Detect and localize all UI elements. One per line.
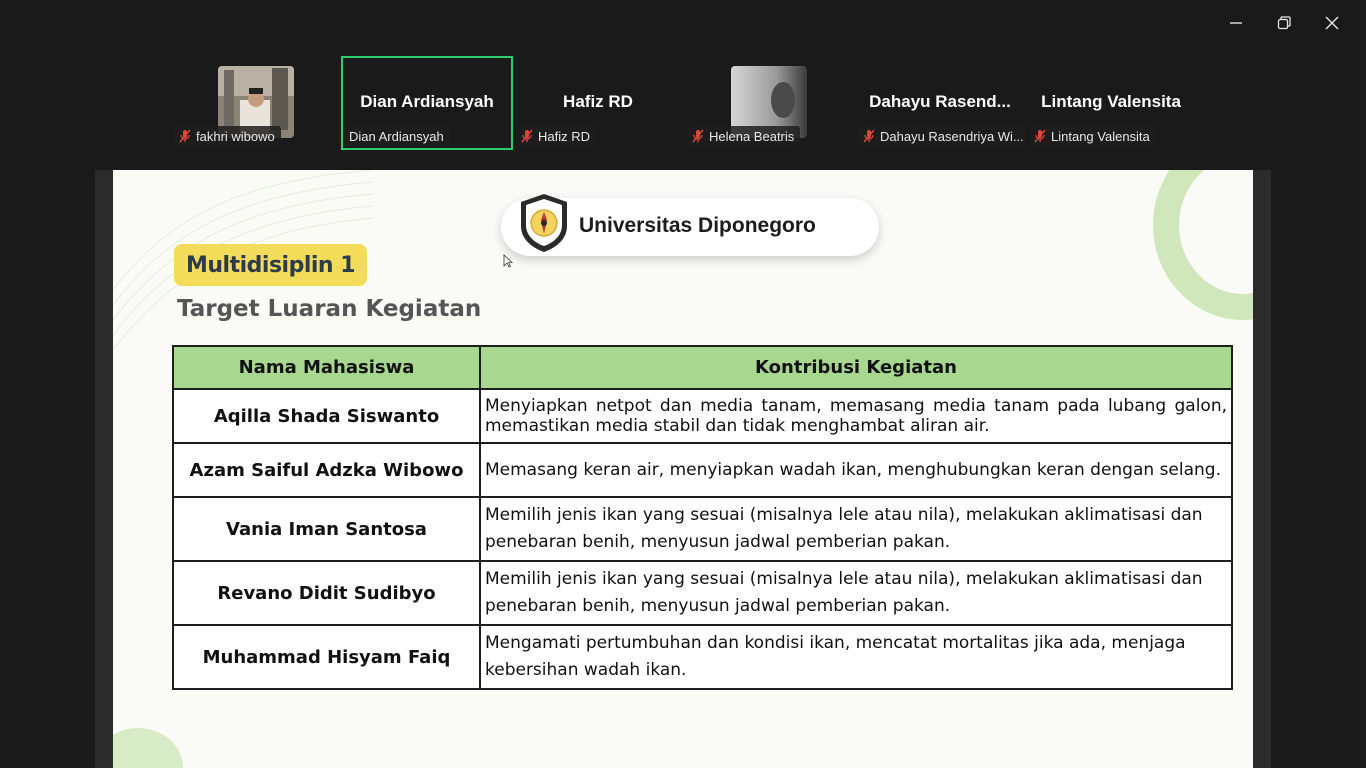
participant-tile-active[interactable]: [341, 56, 513, 150]
participant-name: Dahayu Rasendriya Wi...: [880, 128, 1024, 144]
participant-tile[interactable]: [854, 56, 1026, 150]
decorative-ring: [1153, 170, 1253, 320]
decorative-blob: [113, 728, 183, 768]
student-contribution: Memilih jenis ikan yang sesuai (misalnya lele atau nila), melakukan aklimatisasi dan penebaran benih, menyusun jadwal pemberian pakan.: [480, 497, 1232, 561]
student-contribution: Menyiapkan netpot dan media tanam, memasang media tanam pada lubang galon, memastikan media stabil dan tidak menghambat aliran air.: [480, 389, 1232, 443]
participant-display-name: Lintang Valensita: [1041, 92, 1181, 111]
mouse-cursor-icon: [503, 254, 513, 268]
participant-name-tag: [858, 126, 1026, 146]
table-row: [173, 625, 1232, 689]
university-name: Universitas Diponegoro: [579, 214, 816, 237]
column-header-contribution: Kontribusi Kegiatan: [480, 346, 1232, 389]
slide-tag: Multidisiplin 1: [174, 244, 367, 286]
student-name: Muhammad Hisyam Faiq: [173, 625, 480, 689]
student-contribution: Memilih jenis ikan yang sesuai (misalnya lele atau nila), melakukan aklimatisasi dan penebaran benih, menyusun jadwal pemberian pakan.: [480, 561, 1232, 625]
student-contribution: Memasang keran air, menyiapkan wadah ikan, menghubungkan keran dengan selang.: [480, 443, 1232, 497]
table-row: [173, 561, 1232, 625]
university-seal-icon: [517, 192, 571, 254]
participant-name-tag: [687, 126, 800, 146]
table-row: [173, 389, 1232, 443]
slide-title: Target Luaran Kegiatan: [177, 296, 482, 322]
contribution-table: [172, 345, 1233, 690]
student-name: Azam Saiful Adzka Wibowo: [173, 443, 480, 497]
participant-display-name: Hafiz RD: [563, 92, 633, 111]
table-header-row: [173, 346, 1232, 389]
table-row: [173, 443, 1232, 497]
participant-tile[interactable]: [683, 56, 855, 150]
table-row: [173, 497, 1232, 561]
participant-name: Helena Beatris: [709, 128, 795, 144]
participant-tile[interactable]: [512, 56, 684, 150]
screen-share-area: [95, 170, 1271, 768]
participant-name: Lintang Valensita: [1051, 128, 1150, 144]
column-header-name: Nama Mahasiswa: [173, 346, 480, 389]
participant-name-tag: [516, 126, 596, 146]
participant-display-name: Dian Ardiansyah: [360, 92, 494, 111]
window-controls: [1212, 8, 1356, 38]
participant-tile[interactable]: [170, 56, 342, 150]
close-icon[interactable]: [1308, 8, 1356, 38]
mic-off-icon: [178, 129, 192, 143]
university-badge: [501, 198, 879, 256]
mic-off-icon: [862, 129, 876, 143]
mic-off-icon: [691, 129, 705, 143]
student-name: Aqilla Shada Siswanto: [173, 389, 480, 443]
participant-name-tag: [1029, 126, 1156, 146]
participant-name-tag: [174, 126, 281, 146]
student-name: Revano Didit Sudibyo: [173, 561, 480, 625]
student-contribution: Mengamati pertumbuhan dan kondisi ikan, mencatat mortalitas jika ada, menjaga kebersihan wadah ikan.: [480, 625, 1232, 689]
participant-display-name: Dahayu Rasend...: [869, 92, 1011, 111]
participant-name: fakhri wibowo: [196, 128, 275, 144]
presentation-slide: [113, 170, 1253, 768]
participant-name: Hafiz RD: [538, 128, 591, 144]
mic-off-icon: [1033, 129, 1047, 143]
restore-icon[interactable]: [1260, 8, 1308, 38]
mic-off-icon: [520, 129, 534, 143]
participant-name: Dian Ardiansyah: [349, 128, 444, 144]
participant-tile[interactable]: [1025, 56, 1197, 150]
participant-name-tag: [345, 126, 450, 146]
minimize-icon[interactable]: [1212, 8, 1260, 38]
student-name: Vania Iman Santosa: [173, 497, 480, 561]
